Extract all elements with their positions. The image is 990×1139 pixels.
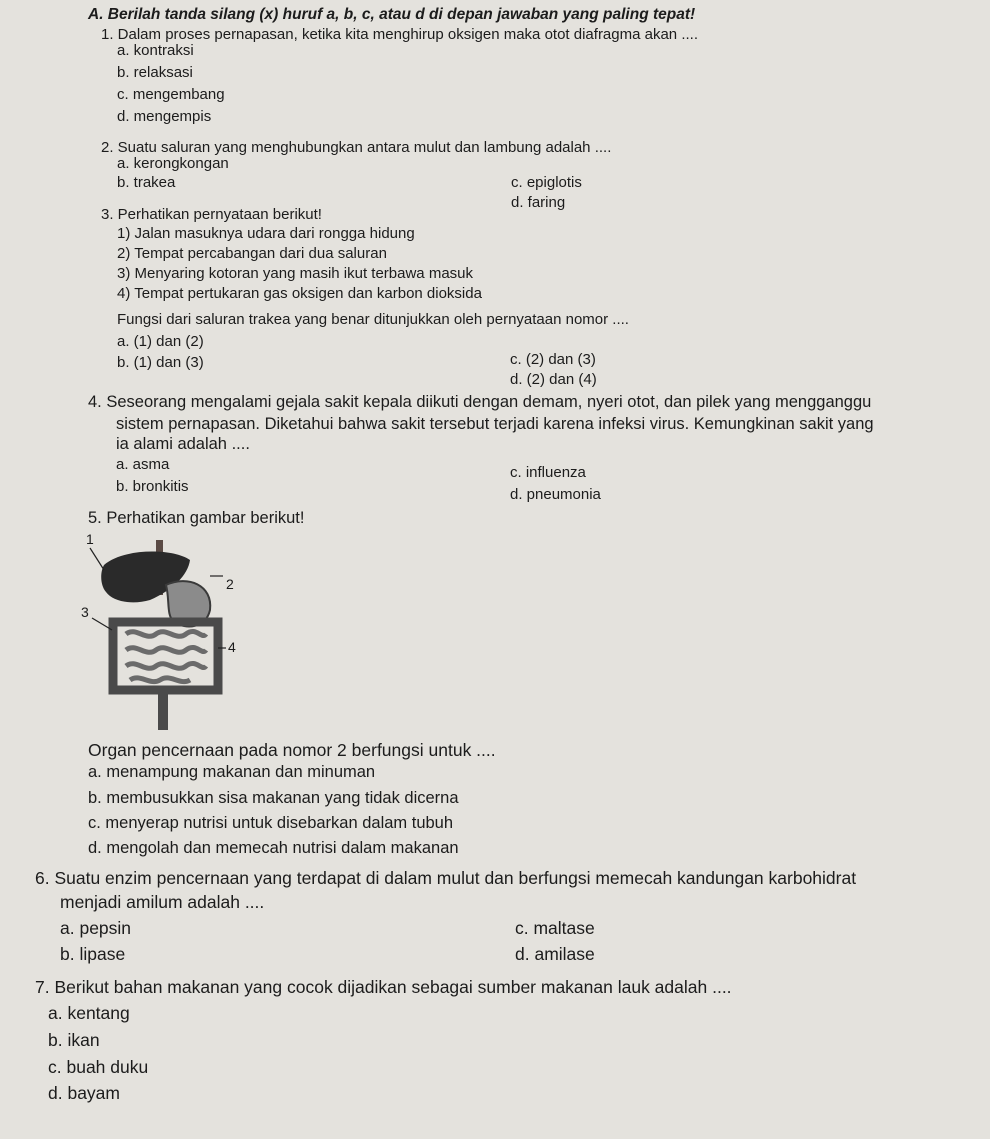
diagram-label-2: 2 xyxy=(226,576,234,592)
q3-statement-3: 3) Menyaring kotoran yang masih ikut terbawa masuk xyxy=(117,265,474,282)
diagram-label-3: 3 xyxy=(81,604,89,620)
q5-option-b[interactable]: b. membusukkan sisa makanan yang tidak dicerna xyxy=(88,789,459,807)
q7-option-a[interactable]: a. kentang xyxy=(48,1003,130,1023)
q3-statement-4: 4) Tempat pertukaran gas oksigen dan karbon dioksida xyxy=(117,285,482,302)
rectum-shape xyxy=(158,690,168,730)
q3-option-c[interactable]: c. (2) dan (3) xyxy=(510,351,596,368)
q4-option-d[interactable]: d. pneumonia xyxy=(510,486,601,503)
small-intestine-shape xyxy=(126,631,206,681)
q5-question: Organ pencernaan pada nomor 2 berfungsi untuk .... xyxy=(88,740,496,760)
pointer-line-1 xyxy=(90,548,104,570)
question-7-text: 7. Berikut bahan makanan yang cocok dijadikan sebagai sumber makanan lauk adalah .... xyxy=(35,977,732,997)
q1-option-d[interactable]: d. mengempis xyxy=(117,108,212,125)
q1-option-b[interactable]: b. relaksasi xyxy=(117,64,193,81)
question-3-text: 3. Perhatikan pernyataan berikut! xyxy=(101,206,322,223)
q5-option-a[interactable]: a. menampung makanan dan minuman xyxy=(88,763,376,781)
q1-option-c[interactable]: c. mengembang xyxy=(117,86,225,103)
q3-question: Fungsi dari saluran trakea yang benar ditunjukkan oleh pernyataan nomor .... xyxy=(117,311,629,328)
q2-option-d[interactable]: d. faring xyxy=(511,194,566,211)
q2-option-a[interactable]: a. kerongkongan xyxy=(117,155,229,172)
q3-option-b[interactable]: b. (1) dan (3) xyxy=(117,354,204,371)
q6-option-d[interactable]: d. amilase xyxy=(515,944,595,964)
diagram-label-4: 4 xyxy=(228,639,236,655)
question-5-text: 5. Perhatikan gambar berikut! xyxy=(88,509,305,527)
question-2-text: 2. Suatu saluran yang menghubungkan antara mulut dan lambung adalah .... xyxy=(101,139,612,156)
question-4-line-3: ia alami adalah .... xyxy=(116,435,250,453)
digestive-system-diagram xyxy=(78,530,258,735)
q3-statement-1: 1) Jalan masuknya udara dari rongga hidung xyxy=(117,225,415,242)
q7-option-b[interactable]: b. ikan xyxy=(48,1030,100,1050)
q5-option-c[interactable]: c. menyerap nutrisi untuk disebarkan dalam tubuh xyxy=(88,814,454,832)
q4-option-c[interactable]: c. influenza xyxy=(510,464,586,481)
q6-option-c[interactable]: c. maltase xyxy=(515,918,595,938)
q4-option-a[interactable]: a. asma xyxy=(116,456,170,473)
q3-option-d[interactable]: d. (2) dan (4) xyxy=(510,371,597,388)
q3-statement-2: 2) Tempat percabangan dari dua saluran xyxy=(117,245,387,262)
q2-option-c[interactable]: c. epiglotis xyxy=(511,174,582,191)
question-1-text: 1. Dalam proses pernapasan, ketika kita menghirup oksigen maka otot diafragma akan .... xyxy=(101,26,698,43)
q3-option-a[interactable]: a. (1) dan (2) xyxy=(117,333,204,350)
q7-option-d[interactable]: d. bayam xyxy=(48,1083,120,1103)
section-header: A. Berilah tanda silang (x) huruf a, b, c, atau d di depan jawaban yang paling tepat! xyxy=(88,6,696,23)
question-4-line-1: 4. Seseorang mengalami gejala sakit kepala diikuti dengan demam, nyeri otot, dan pilek yang mengganggu xyxy=(88,393,872,411)
diagram-label-1: 1 xyxy=(86,531,94,547)
q6-option-a[interactable]: a. pepsin xyxy=(60,918,132,938)
q1-option-a[interactable]: a. kontraksi xyxy=(117,42,194,59)
digestive-system-illustration xyxy=(78,530,258,735)
question-6-line-1: 6. Suatu enzim pencernaan yang terdapat di dalam mulut dan berfungsi memecah kandungan karbohidrat xyxy=(35,868,857,888)
q6-option-b[interactable]: b. lipase xyxy=(60,944,126,964)
q2-option-b[interactable]: b. trakea xyxy=(117,174,176,191)
q5-option-d[interactable]: d. mengolah dan memecah nutrisi dalam makanan xyxy=(88,839,459,857)
q7-option-c[interactable]: c. buah duku xyxy=(48,1057,149,1077)
question-4-line-2: sistem pernapasan. Diketahui bahwa sakit tersebut terjadi karena infeksi virus. Kemungkinan sakit yang xyxy=(116,415,874,433)
q4-option-b[interactable]: b. bronkitis xyxy=(116,478,189,495)
question-6-line-2: menjadi amilum adalah .... xyxy=(60,892,265,912)
